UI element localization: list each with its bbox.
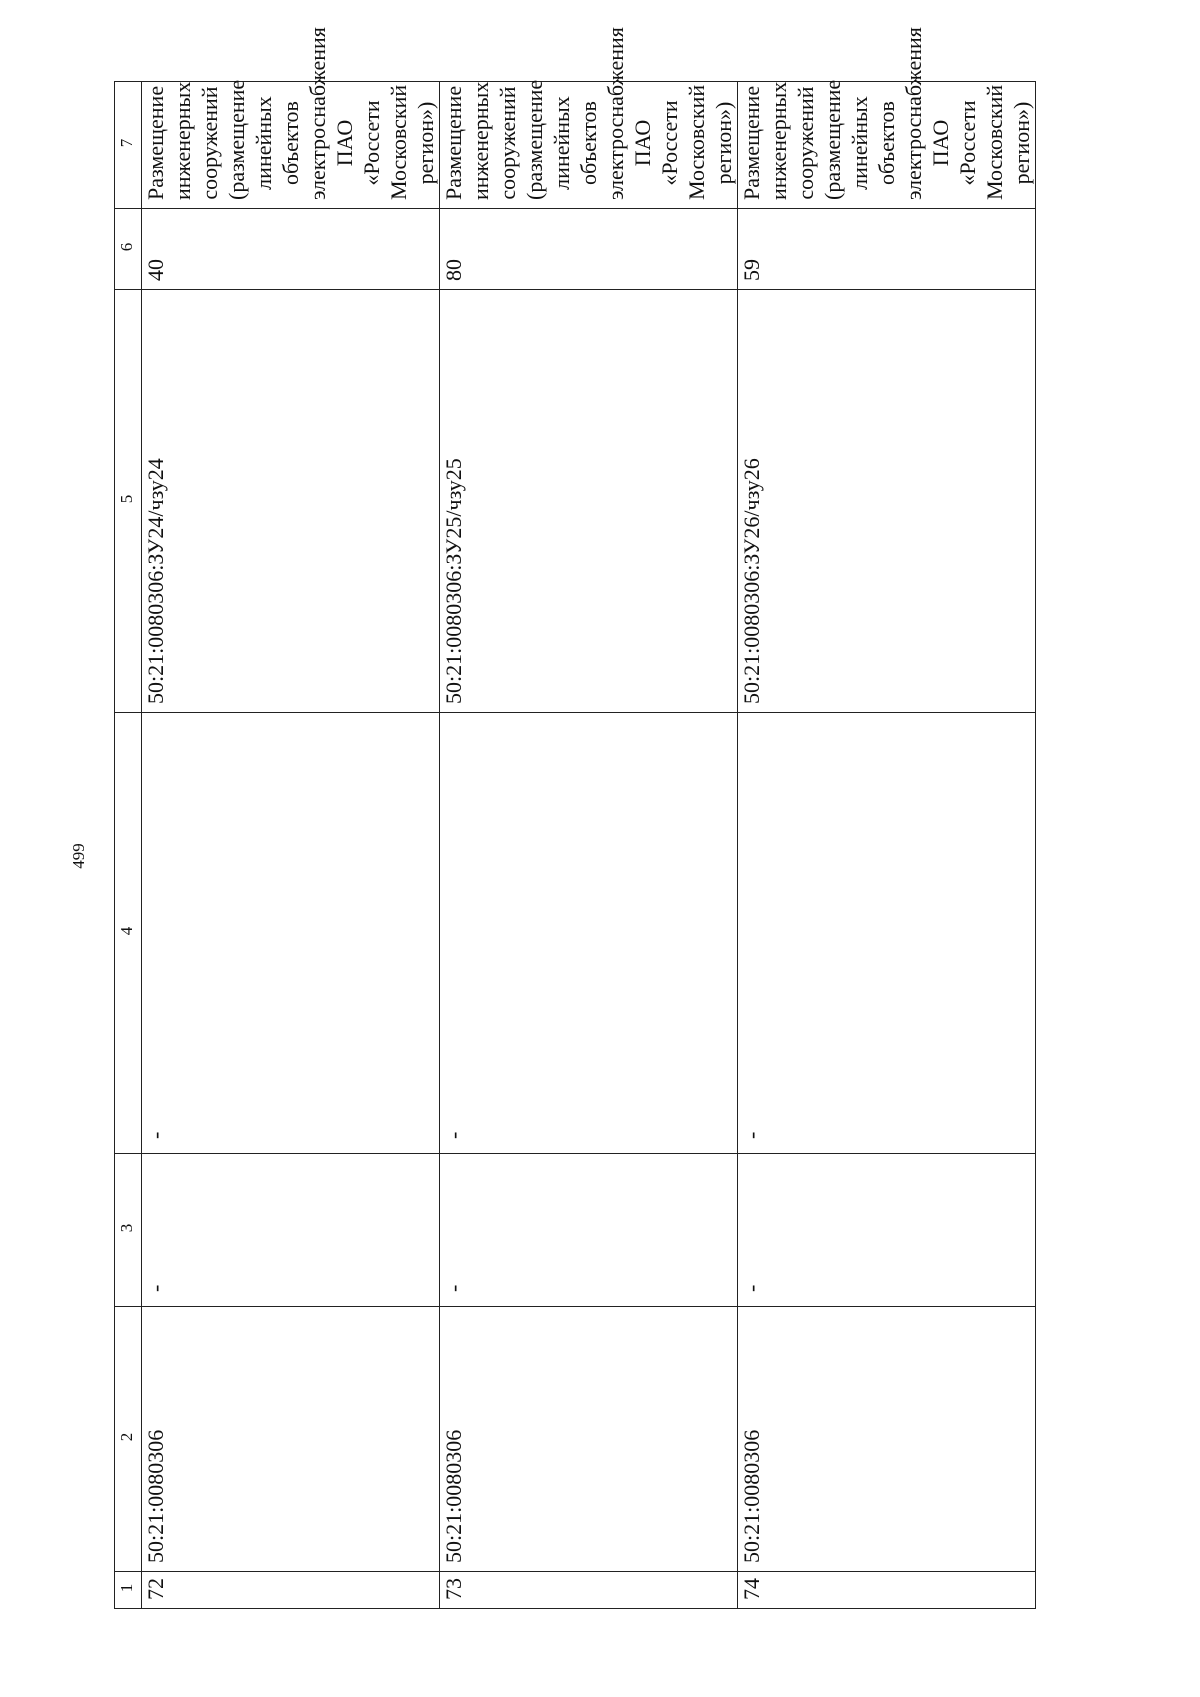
page-number-text: 499 <box>69 843 88 869</box>
column-3-cell: - <box>738 1154 1036 1307</box>
table-row <box>440 82 738 1609</box>
row-number-cell: 73 <box>440 1572 738 1609</box>
row-number-cell: 74 <box>738 1572 1036 1609</box>
table-row <box>738 82 1036 1609</box>
area-cell: 59 <box>738 209 1036 290</box>
area-cell: 80 <box>440 209 738 290</box>
plot-designation-cell: 50:21:0080306:ЗУ26/чзу26 <box>738 290 1036 713</box>
column-4-cell: - <box>142 713 440 1154</box>
cadastral-quarter-cell: 50:21:0080306 <box>440 1307 738 1572</box>
column-4-cell: - <box>440 713 738 1154</box>
land-plot-register-table <box>114 27 1034 1609</box>
column-4-cell: - <box>738 713 1036 1154</box>
table-row <box>142 82 440 1609</box>
row-number-cell: 72 <box>142 1572 440 1609</box>
column-number-6: 6 <box>115 209 142 290</box>
column-number-4: 4 <box>115 713 142 1154</box>
column-number-row <box>115 82 142 1609</box>
column-3-cell: - <box>142 1154 440 1307</box>
purpose-cell: Размещение инженерных сооружений (размещение линейных объектов электроснабжения ПАО «Россети Московский регион») <box>440 82 738 209</box>
column-number-1: 1 <box>115 1572 142 1609</box>
column-number-3: 3 <box>115 1154 142 1307</box>
plot-designation-cell: 50:21:0080306:ЗУ24/чзу24 <box>142 290 440 713</box>
plot-designation-cell: 50:21:0080306:ЗУ25/чзу25 <box>440 290 738 713</box>
cadastral-quarter-cell: 50:21:0080306 <box>738 1307 1036 1572</box>
column-number-7: 7 <box>115 82 142 209</box>
column-number-5: 5 <box>115 290 142 713</box>
purpose-cell: Размещение инженерных сооружений (размещение линейных объектов электроснабжения ПАО «Россети Московский регион») <box>142 82 440 209</box>
purpose-cell: Размещение инженерных сооружений (размещение линейных объектов электроснабжения ПАО «Россети Московский регион») <box>738 82 1036 209</box>
cadastral-quarter-cell: 50:21:0080306 <box>142 1307 440 1572</box>
column-3-cell: - <box>440 1154 738 1307</box>
column-number-2: 2 <box>115 1307 142 1572</box>
area-cell: 40 <box>142 209 440 290</box>
page-number <box>66 836 92 876</box>
